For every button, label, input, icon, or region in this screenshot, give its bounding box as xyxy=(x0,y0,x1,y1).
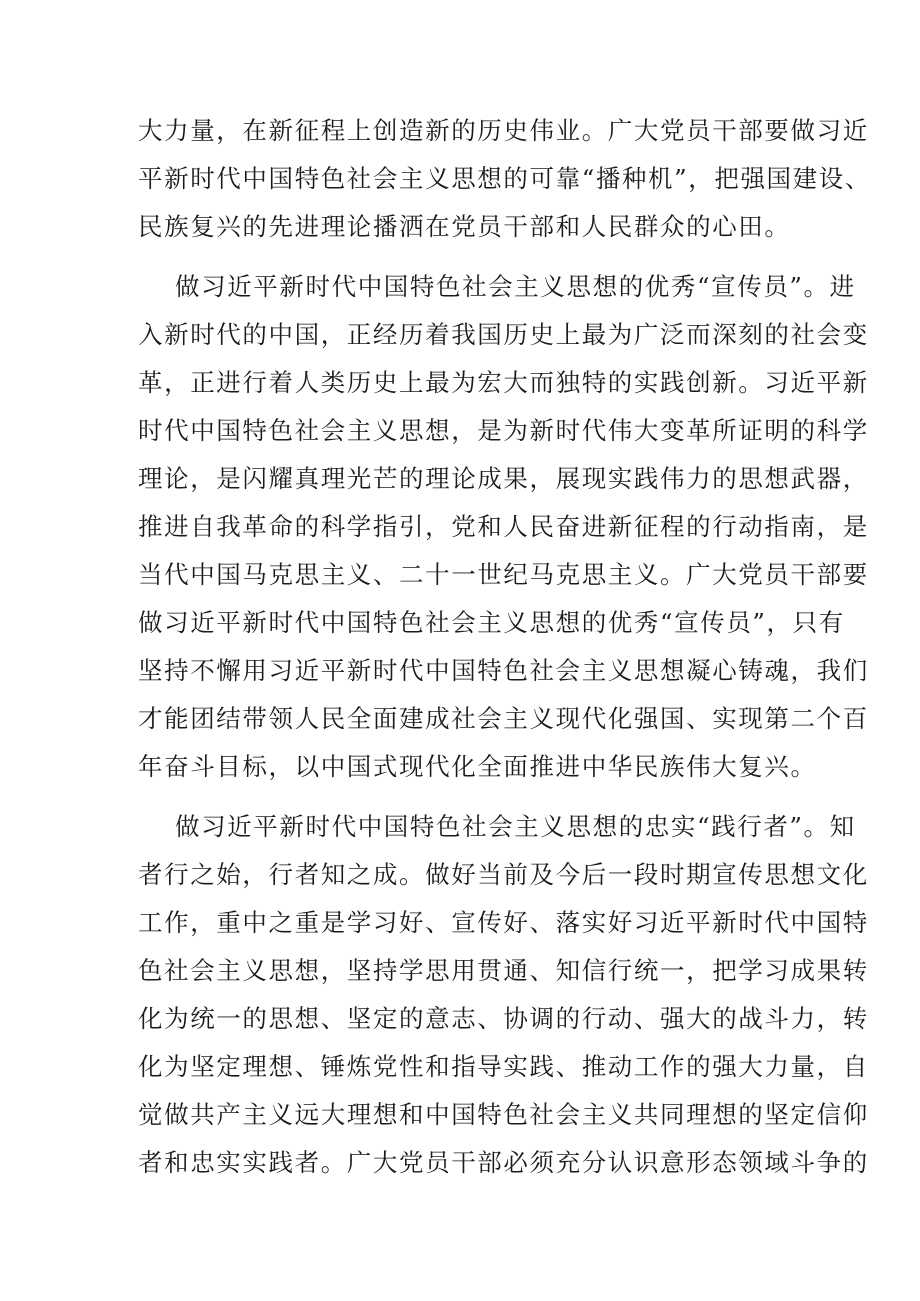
paragraph-3-line-8: 者和忠实实践者。广大党员干部必须充分认识意形态领域斗争的 xyxy=(138,1148,869,1177)
paragraph-3-line-3: 工作，重中之重是学习好、宣传好、落实好习近平新时代中国特 xyxy=(138,908,869,937)
paragraph-3-line-5: 化为统一的思想、坚定的意志、协调的行动、强大的战斗力，转 xyxy=(138,1004,869,1033)
paragraph-1-line-1: 大力量，在新征程上创造新的历史伟业。广大党员干部要做习近 xyxy=(138,116,869,145)
paragraph-2-line-10: 才能团结带领人民全面建成社会主义现代化强国、实现第二个百 xyxy=(138,704,869,733)
body-text xyxy=(138,0,871,1301)
paragraph-2-line-3: 革，正进行着人类历史上最为宏大而独特的实践创新。习近平新 xyxy=(138,368,869,397)
paragraph-3-line-6: 化为坚定理想、锤炼党性和指导实践、推动工作的强大力量，自 xyxy=(138,1052,869,1081)
paragraph-1-line-3: 民族复兴的先进理论播洒在党员干部和人民群众的心田。 xyxy=(138,212,791,241)
paragraph-2-line-1: 做习近平新时代中国特色社会主义思想的优秀“宣传员”。进 xyxy=(175,272,856,301)
paragraph-2-line-5: 理论，是闪耀真理光芒的理论成果，展现实践伟力的思想武器， xyxy=(138,464,869,493)
paragraph-2-line-7: 当代中国马克思主义、二十一世纪马克思主义。广大党员干部要 xyxy=(138,560,869,589)
paragraph-2-line-2: 入新时代的中国，正经历着我国历史上最为广泛而深刻的社会变 xyxy=(138,320,869,349)
paragraph-3-line-2: 者行之始，行者知之成。做好当前及今后一段时期宣传思想文化 xyxy=(138,860,869,889)
paragraph-2-line-9: 坚持不懈用习近平新时代中国特色社会主义思想凝心铸魂，我们 xyxy=(138,656,869,685)
paragraph-2-line-11: 年奋斗目标，以中国式现代化全面推进中华民族伟大复兴。 xyxy=(138,752,817,781)
paragraph-1-line-2: 平新时代中国特色社会主义思想的可靠“播种机”，把强国建设、 xyxy=(138,164,871,193)
paragraph-2-line-8: 做习近平新时代中国特色社会主义思想的优秀“宣传员”，只有 xyxy=(138,608,845,637)
paragraph-2-line-4: 时代中国特色社会主义思想，是为新时代伟大变革所证明的科学 xyxy=(138,416,869,445)
paragraph-3-line-7: 觉做共产主义远大理想和中国特色社会主义共同理想的坚定信仰 xyxy=(138,1100,869,1129)
paragraph-3-line-1: 做习近平新时代中国特色社会主义思想的忠实“践行者”。知 xyxy=(175,812,856,841)
paragraph-3-line-4: 色社会主义思想，坚持学思用贯通、知信行统一，把学习成果转 xyxy=(138,956,869,985)
paragraph-2-line-6: 推进自我革命的科学指引，党和人民奋进新征程的行动指南，是 xyxy=(138,512,869,541)
